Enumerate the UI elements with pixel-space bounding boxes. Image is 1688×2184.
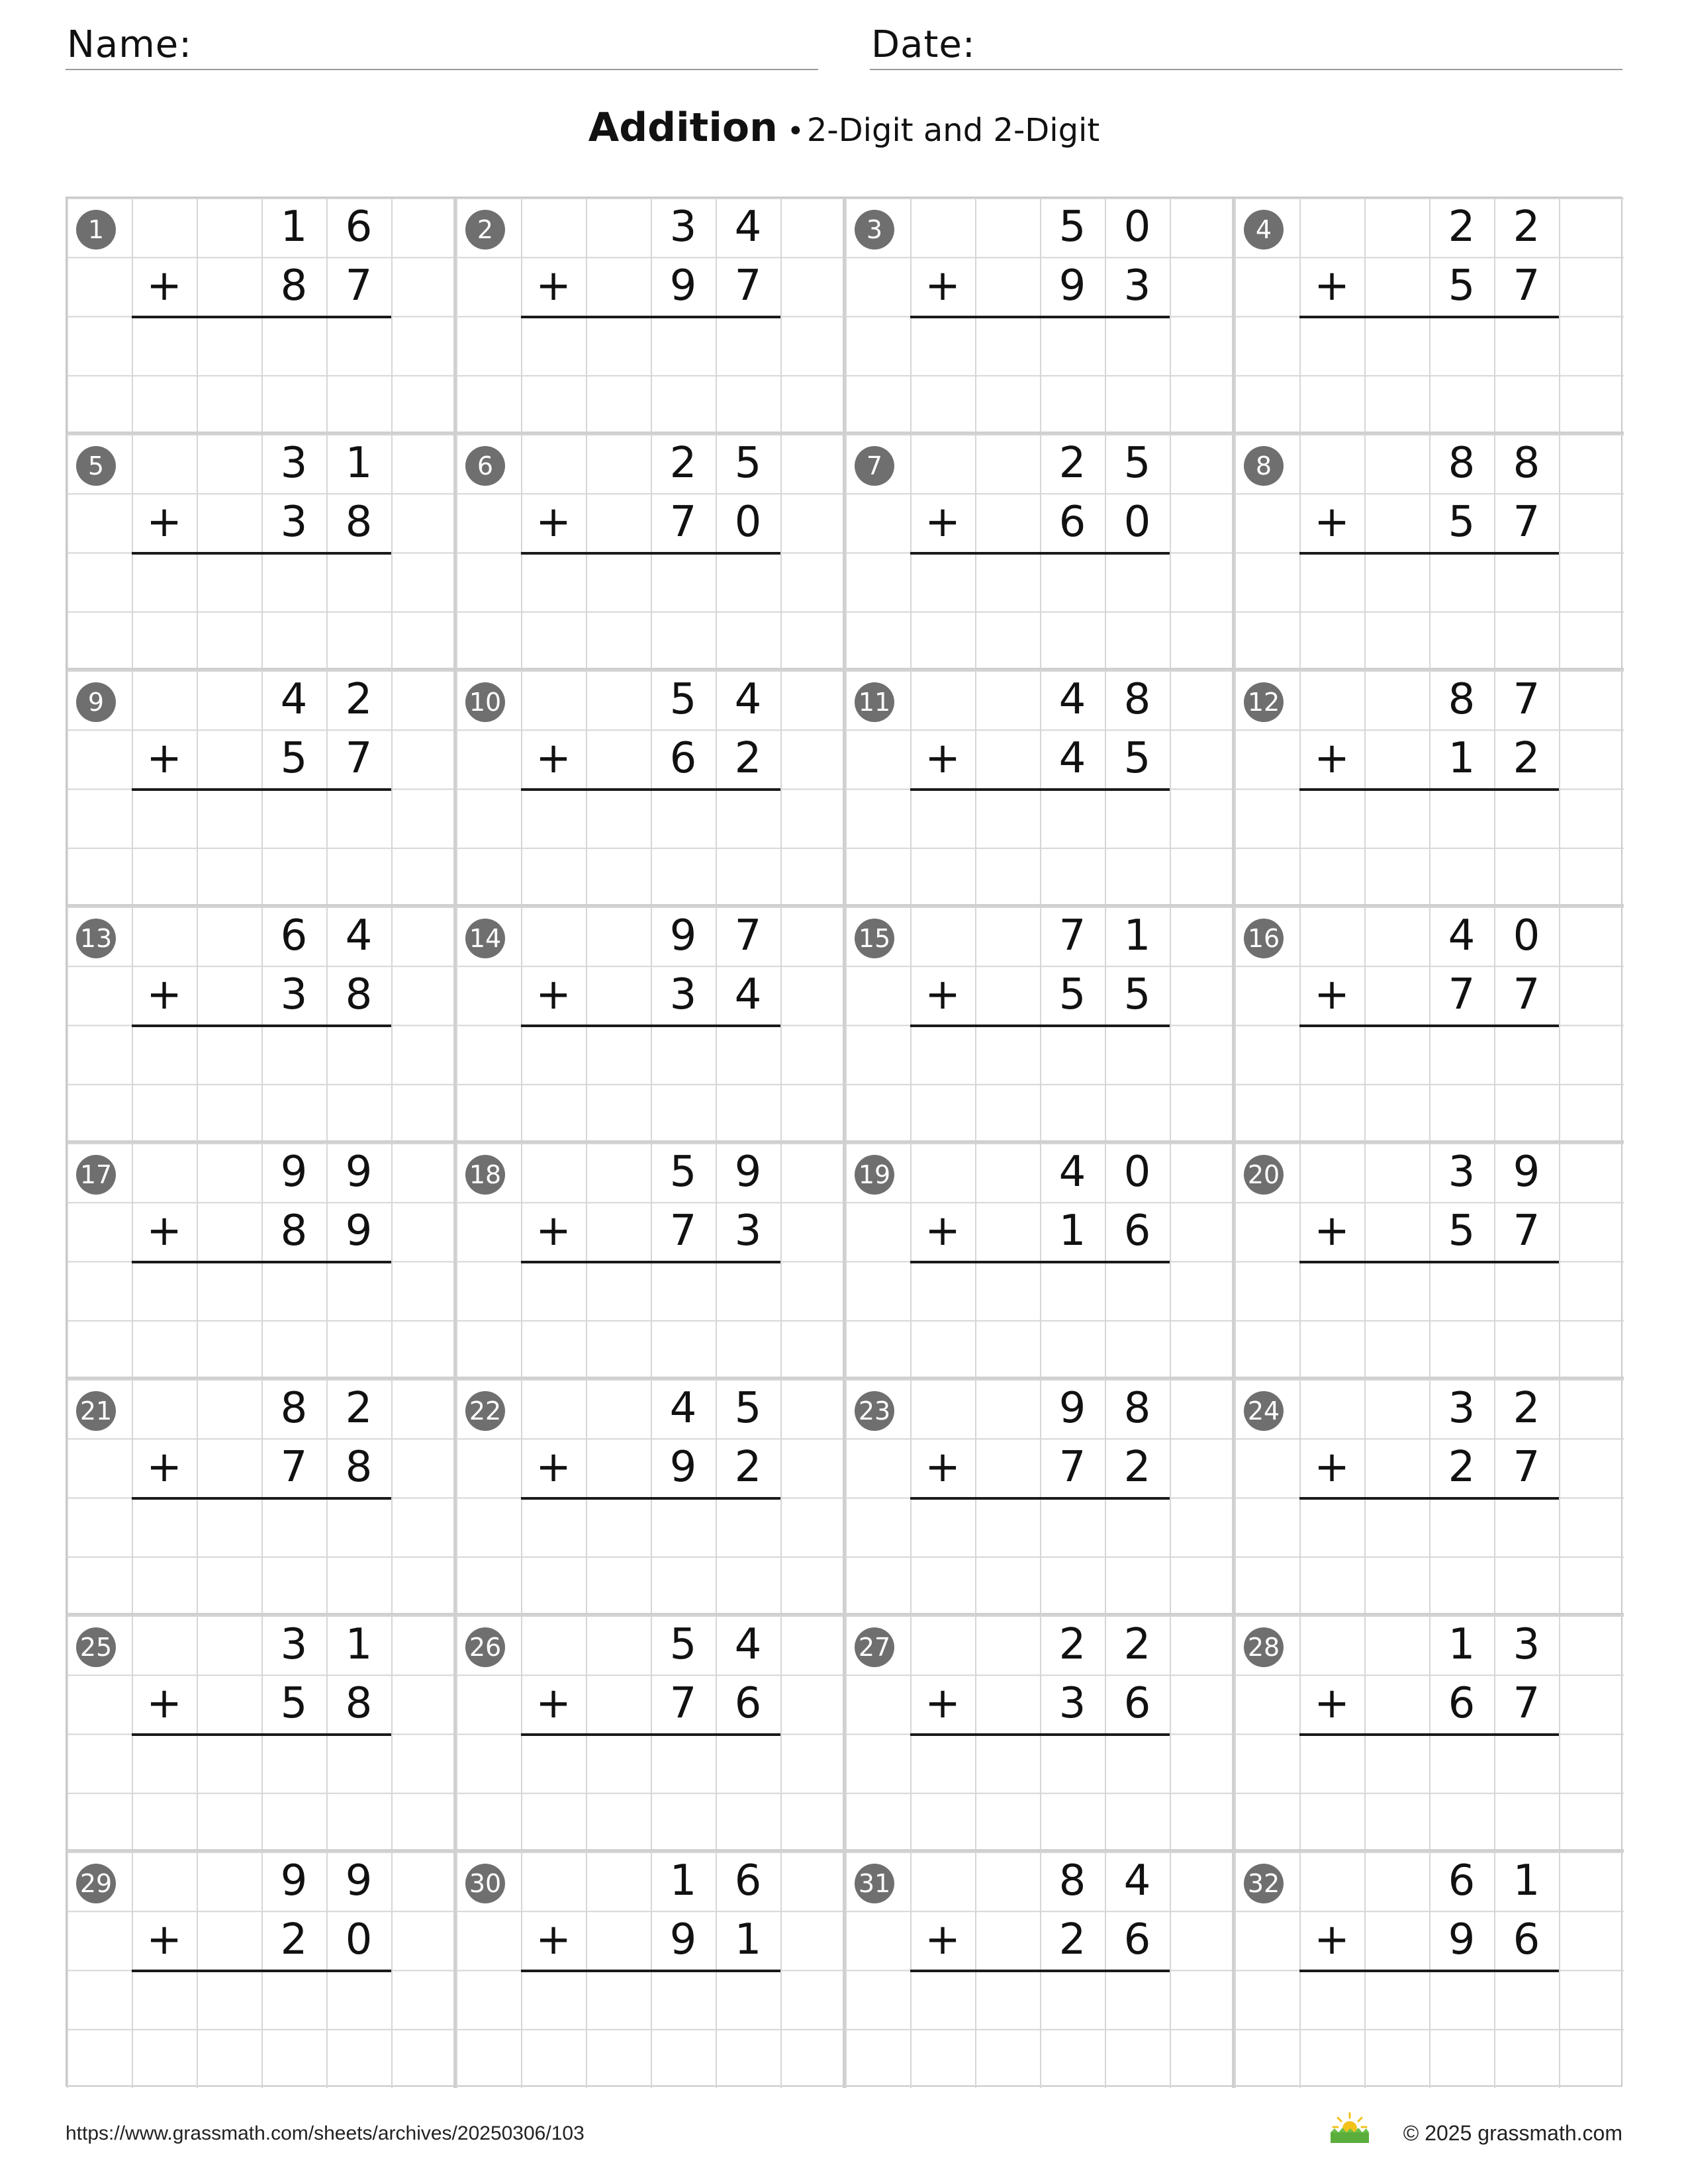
addend-top-tens: 4 [1058, 1148, 1086, 1197]
addend-top-tens: 1 [669, 1856, 697, 1905]
addend-top-ones: 7 [1513, 675, 1540, 724]
problem-7 [845, 434, 1235, 670]
sum-line [521, 552, 780, 555]
title-subtitle: 2-Digit and 2-Digit [806, 112, 1100, 149]
plus-sign: + [925, 970, 961, 1019]
problem-number-badge: 7 [855, 446, 894, 486]
sum-line [1299, 788, 1559, 791]
plus-sign: + [1314, 970, 1350, 1019]
problem-number-badge: 13 [76, 919, 116, 958]
addend-top-tens: 6 [280, 911, 308, 960]
plus-sign: + [925, 261, 961, 310]
addend-bottom-tens: 8 [280, 261, 308, 310]
addend-top-tens: 8 [1058, 1856, 1086, 1905]
addend-bottom-tens: 7 [669, 1679, 697, 1728]
addend-bottom-tens: 4 [1058, 734, 1086, 783]
addend-bottom-tens: 9 [1058, 261, 1086, 310]
addend-top-ones: 0 [1123, 203, 1151, 251]
sum-line [132, 788, 391, 791]
addend-top-ones: 2 [1513, 203, 1540, 251]
sum-line [132, 1970, 391, 1972]
addend-bottom-ones: 8 [345, 498, 373, 547]
addend-top-tens: 4 [669, 1384, 697, 1433]
problem-16 [1235, 907, 1624, 1143]
addend-bottom-ones: 6 [734, 1679, 762, 1728]
plus-sign: + [536, 498, 571, 547]
addend-top-tens: 9 [669, 911, 697, 960]
addend-bottom-tens: 5 [1448, 261, 1476, 310]
sum-line [1299, 552, 1559, 555]
addend-top-ones: 5 [734, 439, 762, 488]
plus-sign: + [146, 498, 182, 547]
sum-line [132, 552, 391, 555]
problem-number-badge: 17 [76, 1155, 116, 1195]
sum-line [132, 1261, 391, 1263]
addend-top-ones: 1 [345, 439, 373, 488]
sum-line [1299, 316, 1559, 318]
addend-bottom-ones: 3 [734, 1206, 762, 1255]
plus-sign: + [146, 734, 182, 783]
addend-bottom-ones: 2 [1513, 734, 1540, 783]
addend-top-ones: 1 [1513, 1856, 1540, 1905]
plus-sign: + [536, 1915, 571, 1964]
addend-bottom-tens: 9 [669, 1915, 697, 1964]
sum-line [1299, 1261, 1559, 1263]
addend-bottom-tens: 5 [1058, 970, 1086, 1019]
addend-top-tens: 5 [669, 1620, 697, 1669]
addend-top-tens: 8 [280, 1384, 308, 1433]
addend-top-ones: 8 [1123, 675, 1151, 724]
addend-bottom-ones: 7 [1513, 261, 1540, 310]
addend-top-tens: 6 [1448, 1856, 1476, 1905]
addend-bottom-tens: 1 [1058, 1206, 1086, 1255]
addend-top-tens: 1 [280, 203, 308, 251]
problem-number-badge: 12 [1244, 682, 1284, 722]
plus-sign: + [146, 261, 182, 310]
problem-2 [456, 198, 845, 434]
footer-copyright: © 2025 grassmath.com [1403, 2121, 1622, 2145]
problem-number-badge: 25 [76, 1627, 116, 1667]
worksheet-title [0, 105, 1688, 151]
addend-top-ones: 2 [1513, 1384, 1540, 1433]
sum-line [910, 552, 1170, 555]
addend-top-tens: 3 [1448, 1148, 1476, 1197]
problem-14 [456, 907, 845, 1143]
plus-sign: + [1314, 498, 1350, 547]
addend-bottom-ones: 7 [1513, 970, 1540, 1019]
addend-bottom-tens: 7 [669, 1206, 697, 1255]
addend-bottom-tens: 1 [1448, 734, 1476, 783]
problem-9 [67, 670, 456, 907]
plus-sign: + [1314, 1679, 1350, 1728]
problem-32 [1235, 1852, 1624, 2088]
problem-number-badge: 6 [465, 446, 505, 486]
sum-line [910, 1024, 1170, 1027]
addend-bottom-tens: 8 [280, 1206, 308, 1255]
problem-grid [66, 197, 1622, 2087]
sum-line [521, 1497, 780, 1500]
sum-line [521, 1733, 780, 1736]
title-main: Addition [588, 105, 778, 151]
problem-21 [67, 1379, 456, 1615]
addend-top-tens: 5 [669, 1148, 697, 1197]
name-label: Name: [67, 23, 193, 66]
addend-bottom-ones: 7 [345, 734, 373, 783]
addend-bottom-ones: 8 [345, 1443, 373, 1492]
addend-bottom-tens: 3 [1058, 1679, 1086, 1728]
plus-sign: + [925, 734, 961, 783]
addend-top-tens: 2 [669, 439, 697, 488]
plus-sign: + [146, 1915, 182, 1964]
sum-line [1299, 1733, 1559, 1736]
addend-top-ones: 7 [734, 911, 762, 960]
problem-number-badge: 24 [1244, 1391, 1284, 1431]
problem-6 [456, 434, 845, 670]
addend-top-ones: 5 [1123, 439, 1151, 488]
problem-number-badge: 15 [855, 919, 894, 958]
addend-top-ones: 1 [345, 1620, 373, 1669]
addend-bottom-tens: 3 [280, 498, 308, 547]
addend-bottom-ones: 6 [1513, 1915, 1540, 1964]
problem-12 [1235, 670, 1624, 907]
problem-number-badge: 18 [465, 1155, 505, 1195]
problem-number-badge: 1 [76, 210, 116, 250]
addend-bottom-tens: 5 [280, 1679, 308, 1728]
problem-17 [67, 1143, 456, 1379]
addend-top-tens: 5 [669, 675, 697, 724]
problem-4 [1235, 198, 1624, 434]
problem-15 [845, 907, 1235, 1143]
plus-sign: + [146, 1206, 182, 1255]
addend-top-ones: 9 [345, 1856, 373, 1905]
addend-bottom-tens: 9 [1448, 1915, 1476, 1964]
problem-number-badge: 3 [855, 210, 894, 250]
title-separator: • [786, 114, 804, 148]
problem-number-badge: 21 [76, 1391, 116, 1431]
problem-number-badge: 26 [465, 1627, 505, 1667]
addend-bottom-ones: 2 [734, 734, 762, 783]
sum-line [132, 316, 391, 318]
addend-bottom-ones: 1 [734, 1915, 762, 1964]
plus-sign: + [1314, 1915, 1350, 1964]
sum-line [910, 1733, 1170, 1736]
problem-5 [67, 434, 456, 670]
addend-bottom-ones: 7 [1513, 1679, 1540, 1728]
plus-sign: + [536, 1679, 571, 1728]
addend-bottom-ones: 3 [1123, 261, 1151, 310]
sum-line [521, 1024, 780, 1027]
addend-top-tens: 3 [669, 203, 697, 251]
addend-bottom-ones: 2 [734, 1443, 762, 1492]
addend-bottom-ones: 9 [345, 1206, 373, 1255]
addend-top-ones: 4 [734, 675, 762, 724]
addend-top-ones: 9 [1513, 1148, 1540, 1197]
addend-top-tens: 4 [280, 675, 308, 724]
problem-number-badge: 9 [76, 682, 116, 722]
plus-sign: + [1314, 261, 1350, 310]
addend-top-tens: 2 [1058, 1620, 1086, 1669]
plus-sign: + [536, 1443, 571, 1492]
sum-line [521, 788, 780, 791]
problem-number-badge: 31 [855, 1864, 894, 1903]
addend-bottom-tens: 7 [1448, 970, 1476, 1019]
plus-sign: + [925, 498, 961, 547]
addend-top-tens: 3 [280, 1620, 308, 1669]
plus-sign: + [925, 1679, 961, 1728]
problem-number-badge: 19 [855, 1155, 894, 1195]
sum-line [910, 788, 1170, 791]
addend-bottom-ones: 6 [1123, 1679, 1151, 1728]
sum-line [521, 1970, 780, 1972]
plus-sign: + [925, 1443, 961, 1492]
addend-top-ones: 2 [345, 1384, 373, 1433]
addend-bottom-ones: 6 [1123, 1915, 1151, 1964]
problem-23 [845, 1379, 1235, 1615]
problem-8 [1235, 434, 1624, 670]
problem-3 [845, 198, 1235, 434]
addend-bottom-tens: 2 [280, 1915, 308, 1964]
plus-sign: + [146, 1443, 182, 1492]
plus-sign: + [146, 970, 182, 1019]
addend-bottom-tens: 5 [1448, 498, 1476, 547]
problem-number-badge: 32 [1244, 1864, 1284, 1903]
problem-number-badge: 4 [1244, 210, 1284, 250]
addend-top-ones: 2 [345, 675, 373, 724]
addend-top-ones: 9 [734, 1148, 762, 1197]
grass-sun-logo-icon [1327, 2111, 1373, 2144]
addend-bottom-ones: 4 [734, 970, 762, 1019]
addend-bottom-tens: 7 [669, 498, 697, 547]
addend-top-tens: 2 [1058, 439, 1086, 488]
sum-line [521, 1261, 780, 1263]
addend-top-tens: 1 [1448, 1620, 1476, 1669]
addend-top-tens: 8 [1448, 439, 1476, 488]
problem-30 [456, 1852, 845, 2088]
addend-bottom-tens: 2 [1058, 1915, 1086, 1964]
addend-top-tens: 4 [1058, 675, 1086, 724]
addend-bottom-tens: 3 [280, 970, 308, 1019]
plus-sign: + [146, 1679, 182, 1728]
addend-bottom-tens: 9 [669, 261, 697, 310]
problem-24 [1235, 1379, 1624, 1615]
addend-bottom-ones: 8 [345, 1679, 373, 1728]
addend-bottom-tens: 5 [280, 734, 308, 783]
addend-bottom-tens: 6 [1058, 498, 1086, 547]
addend-bottom-tens: 7 [280, 1443, 308, 1492]
addend-top-ones: 4 [734, 203, 762, 251]
problem-26 [456, 1615, 845, 1852]
problem-number-badge: 22 [465, 1391, 505, 1431]
problem-19 [845, 1143, 1235, 1379]
plus-sign: + [1314, 1443, 1350, 1492]
problem-28 [1235, 1615, 1624, 1852]
problem-1 [67, 198, 456, 434]
addend-top-ones: 4 [345, 911, 373, 960]
problem-number-badge: 30 [465, 1864, 505, 1903]
sum-line [132, 1024, 391, 1027]
addend-top-ones: 8 [1123, 1384, 1151, 1433]
plus-sign: + [536, 970, 571, 1019]
sum-line [1299, 1024, 1559, 1027]
problem-18 [456, 1143, 845, 1379]
problem-number-badge: 27 [855, 1627, 894, 1667]
addend-top-tens: 9 [280, 1148, 308, 1197]
sum-line [910, 1261, 1170, 1263]
sum-line [1299, 1970, 1559, 1972]
addend-bottom-ones: 0 [1123, 498, 1151, 547]
addend-bottom-tens: 7 [1058, 1443, 1086, 1492]
addend-bottom-ones: 7 [1513, 1443, 1540, 1492]
problem-31 [845, 1852, 1235, 2088]
sum-line [910, 1970, 1170, 1972]
addend-top-ones: 9 [345, 1148, 373, 1197]
addend-bottom-tens: 2 [1448, 1443, 1476, 1492]
addend-top-tens: 9 [1058, 1384, 1086, 1433]
addend-top-ones: 0 [1513, 911, 1540, 960]
plus-sign: + [536, 261, 571, 310]
problem-number-badge: 2 [465, 210, 505, 250]
addend-top-tens: 8 [1448, 675, 1476, 724]
plus-sign: + [536, 1206, 571, 1255]
problem-number-badge: 8 [1244, 446, 1284, 486]
addend-top-ones: 5 [734, 1384, 762, 1433]
addend-bottom-ones: 7 [1513, 498, 1540, 547]
sum-line [132, 1497, 391, 1500]
addend-bottom-tens: 5 [1448, 1206, 1476, 1255]
plus-sign: + [925, 1915, 961, 1964]
addend-top-ones: 3 [1513, 1620, 1540, 1669]
problem-number-badge: 5 [76, 446, 116, 486]
problem-13 [67, 907, 456, 1143]
problem-number-badge: 20 [1244, 1155, 1284, 1195]
addend-top-tens: 2 [1448, 203, 1476, 251]
problem-25 [67, 1615, 456, 1852]
problem-number-badge: 11 [855, 682, 894, 722]
problem-27 [845, 1615, 1235, 1852]
problem-number-badge: 23 [855, 1391, 894, 1431]
addend-bottom-ones: 7 [345, 261, 373, 310]
problem-number-badge: 16 [1244, 919, 1284, 958]
addend-bottom-ones: 2 [1123, 1443, 1151, 1492]
addend-bottom-tens: 3 [669, 970, 697, 1019]
addend-top-tens: 3 [1448, 1384, 1476, 1433]
addend-top-ones: 0 [1123, 1148, 1151, 1197]
addend-top-ones: 8 [1513, 439, 1540, 488]
date-field[interactable] [870, 25, 1622, 70]
plus-sign: + [536, 734, 571, 783]
sum-line [910, 316, 1170, 318]
problem-22 [456, 1379, 845, 1615]
problem-number-badge: 10 [465, 682, 505, 722]
addend-top-ones: 6 [345, 203, 373, 251]
addend-bottom-ones: 7 [734, 261, 762, 310]
plus-sign: + [1314, 1206, 1350, 1255]
addend-top-ones: 4 [734, 1620, 762, 1669]
addend-top-tens: 9 [280, 1856, 308, 1905]
date-label: Date: [871, 23, 976, 66]
problem-number-badge: 14 [465, 919, 505, 958]
problem-number-badge: 29 [76, 1864, 116, 1903]
addend-top-ones: 4 [1123, 1856, 1151, 1905]
plus-sign: + [1314, 734, 1350, 783]
addend-bottom-ones: 0 [734, 498, 762, 547]
addend-bottom-ones: 5 [1123, 734, 1151, 783]
addend-top-tens: 7 [1058, 911, 1086, 960]
sum-line [1299, 1497, 1559, 1500]
addend-bottom-ones: 6 [1123, 1206, 1151, 1255]
addend-bottom-ones: 8 [345, 970, 373, 1019]
addend-top-ones: 6 [734, 1856, 762, 1905]
addend-top-ones: 1 [1123, 911, 1151, 960]
problem-29 [67, 1852, 456, 2088]
footer-url: https://www.grassmath.com/sheets/archives/20250306/103 [66, 2122, 585, 2144]
problem-20 [1235, 1143, 1624, 1379]
addend-bottom-ones: 7 [1513, 1206, 1540, 1255]
addend-bottom-tens: 9 [669, 1443, 697, 1492]
sum-line [132, 1733, 391, 1736]
addend-bottom-ones: 5 [1123, 970, 1151, 1019]
addend-top-ones: 2 [1123, 1620, 1151, 1669]
problem-10 [456, 670, 845, 907]
addend-top-tens: 3 [280, 439, 308, 488]
name-field[interactable] [66, 25, 818, 70]
plus-sign: + [925, 1206, 961, 1255]
sum-line [521, 316, 780, 318]
addend-top-tens: 5 [1058, 203, 1086, 251]
addend-bottom-ones: 0 [345, 1915, 373, 1964]
addend-bottom-tens: 6 [669, 734, 697, 783]
addend-top-tens: 4 [1448, 911, 1476, 960]
problem-number-badge: 28 [1244, 1627, 1284, 1667]
addend-bottom-tens: 6 [1448, 1679, 1476, 1728]
sum-line [910, 1497, 1170, 1500]
problem-11 [845, 670, 1235, 907]
